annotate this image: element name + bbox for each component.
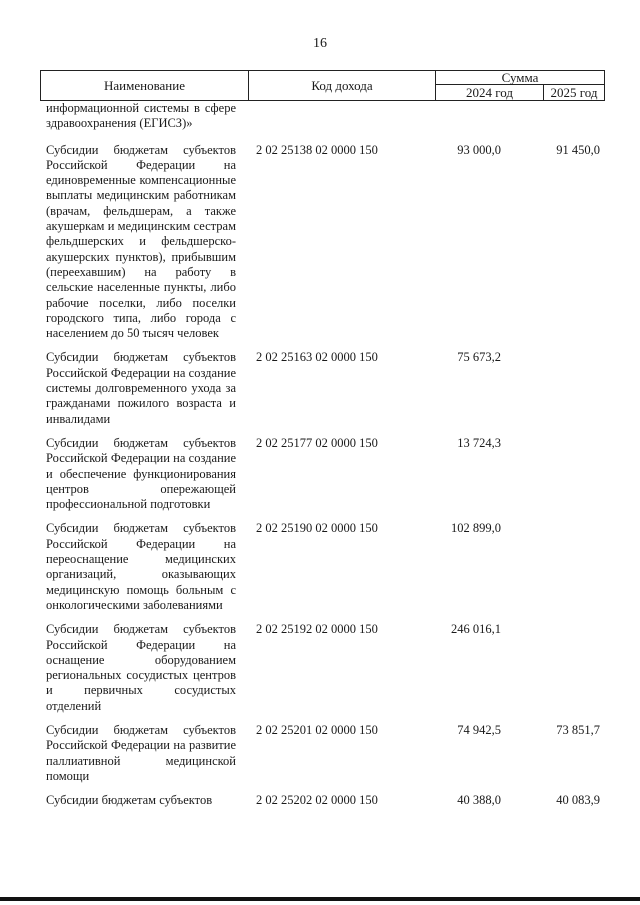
column-header-sum: Сумма bbox=[436, 71, 604, 85]
row-value-2024: 74 942,5 bbox=[457, 722, 501, 737]
row-value-2025: 73 851,7 bbox=[556, 722, 600, 737]
row-name: информационной системы в сфере здравоохранения (ЕГИСЗ)» bbox=[46, 101, 236, 131]
table-row bbox=[46, 521, 606, 613]
column-header-year-2025: 2025 год bbox=[550, 85, 598, 100]
column-header-year-2024: 2024 год bbox=[436, 85, 544, 100]
row-name: Субсидии бюджетам субъектов bbox=[46, 793, 213, 808]
row-name: Субсидии бюджетам субъектов Российской Федерации на создание системы долговременного ухода за гражданами пожилого возраста и инвалидами bbox=[46, 350, 236, 426]
row-value-2024: 40 388,0 bbox=[457, 793, 501, 808]
row-code: 2 02 25192 02 0000 150 bbox=[256, 622, 378, 637]
table-row bbox=[46, 436, 606, 512]
row-name: Субсидии бюджетам субъектов Российской Федерации на развитие паллиативной медицинской помощи bbox=[46, 722, 236, 783]
table-body bbox=[46, 101, 606, 817]
row-value-2024: 102 899,0 bbox=[451, 521, 501, 536]
table-row bbox=[46, 350, 606, 426]
column-header-name: Наименование bbox=[41, 71, 249, 100]
table-header bbox=[40, 70, 605, 101]
row-value-2025: 40 083,9 bbox=[556, 793, 600, 808]
row-code: 2 02 25163 02 0000 150 bbox=[256, 350, 378, 365]
page-bottom-rule bbox=[0, 897, 640, 901]
row-value-2024: 75 673,2 bbox=[457, 350, 501, 365]
row-code: 2 02 25202 02 0000 150 bbox=[256, 793, 378, 808]
row-name: Субсидии бюджетам субъектов Российской Федерации на переоснащение медицинских организаций, оказывающих медицинскую помощь больным с онкологическими заболеваниями bbox=[46, 521, 236, 612]
table-row bbox=[46, 723, 606, 784]
page-number: 16 bbox=[313, 36, 327, 51]
row-value-2024: 246 016,1 bbox=[451, 622, 501, 637]
row-value-2024: 13 724,3 bbox=[457, 435, 501, 450]
row-code: 2 02 25138 02 0000 150 bbox=[256, 142, 378, 157]
row-name: Субсидии бюджетам субъектов Российской Федерации на создание и обеспечение функционирования центров опережающей профессиональной подготовки bbox=[46, 435, 236, 512]
row-code: 2 02 25201 02 0000 150 bbox=[256, 722, 378, 737]
row-name: Субсидии бюджетам субъектов Российской Федерации на оснащение оборудованием региональных сосудистых центров и первичных сосудистых отделений bbox=[46, 622, 236, 713]
table-row bbox=[46, 101, 606, 132]
row-value-2024: 93 000,0 bbox=[457, 142, 501, 157]
row-code: 2 02 25177 02 0000 150 bbox=[256, 435, 378, 450]
row-code: 2 02 25190 02 0000 150 bbox=[256, 521, 378, 536]
table-row bbox=[46, 143, 606, 342]
row-value-2025: 91 450,0 bbox=[556, 142, 600, 157]
row-name: Субсидии бюджетам субъектов Российской Федерации на единовременные компенсационные выплаты медицинским работникам (врачам, фельдшерам, а также акушеркам и медицинским сестрам фельдшерских и фельдшерско-акушерских пунктов), прибывшим (переехавшим) на работу в сельские населенные пункты, либо рабочие поселки, либо поселки городского типа, либо города с населением до 50 тысяч человек bbox=[46, 142, 236, 341]
column-header-code: Код дохода bbox=[249, 71, 436, 100]
table-row bbox=[46, 793, 606, 808]
table-row bbox=[46, 622, 606, 714]
